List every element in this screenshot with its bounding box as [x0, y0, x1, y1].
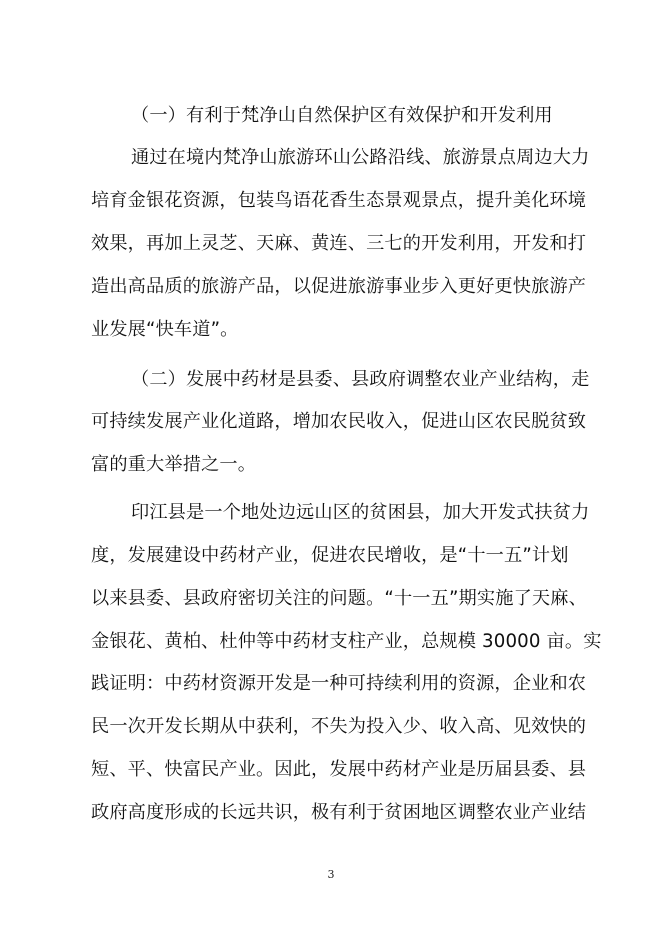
text-line: 政府高度形成的长远共识，极有利于贫困地区调整农业产业结: [91, 802, 587, 823]
text-line: 短、平、快富民产业。因此，发展中药材产业是历届县委、县: [91, 759, 587, 780]
text-line: （一）有利于梵净山自然保护区有效保护和开发利用: [131, 105, 553, 126]
text-line: 民一次开发长期从中获利，不失为投入少、收入高、见效快的: [91, 716, 587, 737]
text-line: 培育金银花资源，包装鸟语花香生态景观景点，提升美化环境: [91, 190, 587, 211]
text-line: 度，发展建设中药材产业，促进农民增收，是“十一五”计划: [91, 545, 569, 566]
text-line: 可持续发展产业化道路，增加农民收入，促进山区农民脱贫致: [91, 411, 587, 432]
text-line: 通过在境内梵净山旅游环山公路沿线、旅游景点周边大力: [131, 147, 590, 168]
text-line: 业发展“快车道”。: [91, 319, 239, 340]
text-line: 印江县是一个地处边远山区的贫困县，加大开发式扶贫力: [131, 502, 590, 523]
text-line: 造出高品质的旅游产品，以促进旅游事业步入更好更快旅游产: [91, 276, 587, 297]
text-line: （二）发展中药材是县委、县政府调整农业产业结构，走: [131, 369, 590, 390]
text-line: 富的重大举措之一。: [91, 454, 257, 475]
text-line: 效果，再加上灵芝、天麻、黄连、三七的开发利用，开发和打: [91, 233, 587, 254]
text-line: 践证明：中药材资源开发是一种可持续利用的资源，企业和农: [91, 673, 587, 694]
page-number: 3: [327, 868, 335, 881]
text-line: 金银花、黄柏、杜仲等中药材支柱产业，总规模 30000 亩。实: [91, 631, 602, 652]
text-line: 以来县委、县政府密切关注的问题。“十一五”期实施了天麻、: [91, 588, 587, 609]
